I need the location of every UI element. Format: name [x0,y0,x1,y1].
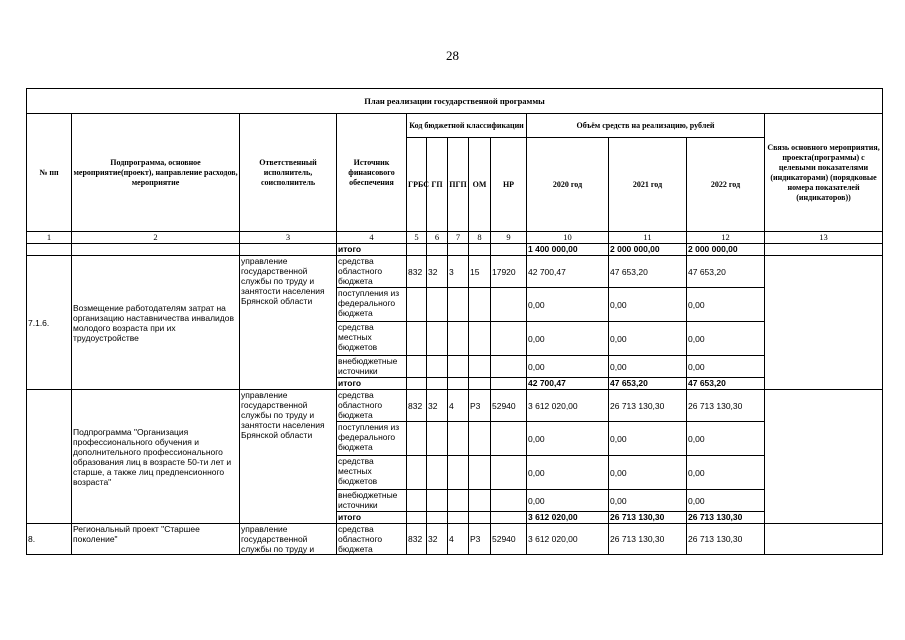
executor: управление государственной службы по труду и [240,524,337,555]
kbk-np [491,490,527,512]
column-number: 12 [687,232,765,244]
kbk-pgp [448,356,469,378]
column-number: 11 [609,232,687,244]
column-number: 5 [407,232,427,244]
column-number: 1 [27,232,72,244]
amount-v2021: 0,00 [609,288,687,322]
kbk-grbs: 832 [407,524,427,555]
indicator-link [765,524,883,555]
empty-cell [491,512,527,524]
total-value: 26 713 130,30 [687,512,765,524]
kbk-gp [427,422,448,456]
column-number: 7 [448,232,469,244]
amount-v2020: 0,00 [527,422,609,456]
empty-cell [427,244,448,256]
amount-v2021: 0,00 [609,456,687,490]
total-value: 47 653,20 [687,378,765,390]
source-row [27,390,883,422]
funding-source: средства местных бюджетов [337,456,407,490]
empty-cell [469,244,491,256]
kbk-gp [427,288,448,322]
measure-name: Подпрограмма "Организация профессионального обучения и дополнительного профессионального образования лиц в возрасте 50-ти лет и старше, а также лиц предпенсионного возраста" [72,390,240,524]
kbk-pgp [448,422,469,456]
kbk-om: P3 [469,390,491,422]
kbk-grbs [407,490,427,512]
funding-source: поступления из федерального бюджета [337,422,407,456]
kbk-om [469,422,491,456]
program-plan-table [26,88,883,555]
amount-v2021: 0,00 [609,322,687,356]
total-label: итого [337,512,407,524]
header-npp: № пп [27,114,72,232]
kbk-grbs [407,322,427,356]
kbk-om [469,456,491,490]
amount-v2022: 26 713 130,30 [687,524,765,555]
header-pgp: ПГП [448,138,469,232]
table-title: План реализации государственной программы [27,89,883,114]
row-number [27,390,72,524]
kbk-om [469,356,491,378]
source-row [27,524,883,555]
executor: управление государственной службы по труду и занятости населения Брянской области [240,390,337,524]
source-row [27,256,883,288]
row-number: 7.1.6. [27,256,72,390]
kbk-om [469,288,491,322]
amount-v2021: 0,00 [609,490,687,512]
funding-source: внебюджетные источники [337,356,407,378]
empty-cell [469,512,491,524]
header-name: Подпрограмма, основное мероприятие(проект), направление расходов, мероприятие [72,114,240,232]
funding-source: поступления из федерального бюджета [337,288,407,322]
header-om: ОМ [469,138,491,232]
kbk-np [491,356,527,378]
amount-v2021: 26 713 130,30 [609,390,687,422]
kbk-np: 17920 [491,256,527,288]
executor: управление государственной службы по труду и занятости населения Брянской области [240,256,337,390]
amount-v2022: 0,00 [687,422,765,456]
amount-v2022: 47 653,20 [687,256,765,288]
kbk-pgp [448,288,469,322]
kbk-np: 52940 [491,524,527,555]
amount-v2020: 3 612 020,00 [527,390,609,422]
measure-name: Региональный проект "Старшее поколение" [72,524,240,555]
kbk-gp [427,490,448,512]
amount-v2022: 0,00 [687,356,765,378]
header-2020: 2020 год [527,138,609,232]
column-number: 10 [527,232,609,244]
kbk-np [491,288,527,322]
kbk-om [469,322,491,356]
empty-cell [240,244,337,256]
total-value: 47 653,20 [609,378,687,390]
column-number: 2 [72,232,240,244]
funding-source: средства областного бюджета [337,256,407,288]
total-value: 2 000 000,00 [687,244,765,256]
header-link: Связь основного мероприятия, проекта(программы) с целевыми показателями (индикаторами) (порядковые номера показателей (индикаторов)) [765,114,883,232]
column-number: 8 [469,232,491,244]
header-executor: Ответственный исполнитель, соисполнитель [240,114,337,232]
header-2021: 2021 год [609,138,687,232]
amount-v2022: 0,00 [687,288,765,322]
kbk-grbs: 832 [407,390,427,422]
amount-v2022: 26 713 130,30 [687,390,765,422]
indicator-link [765,390,883,524]
empty-cell [448,378,469,390]
total-label: итого [337,244,407,256]
amount-v2020: 3 612 020,00 [527,524,609,555]
kbk-pgp: 4 [448,524,469,555]
kbk-gp [427,456,448,490]
kbk-grbs: 832 [407,256,427,288]
total-label: итого [337,378,407,390]
row-number: 8. [27,524,72,555]
kbk-grbs [407,422,427,456]
indicator-link [765,256,883,390]
funding-source: внебюджетные источники [337,490,407,512]
kbk-pgp: 4 [448,390,469,422]
amount-v2021: 0,00 [609,422,687,456]
total-value: 2 000 000,00 [609,244,687,256]
page-number: 28 [446,48,459,63]
funding-source: средства областного бюджета [337,524,407,555]
column-number: 3 [240,232,337,244]
amount-v2021: 0,00 [609,356,687,378]
amount-v2022: 0,00 [687,490,765,512]
empty-cell [427,378,448,390]
funding-source: средства областного бюджета [337,390,407,422]
total-value: 1 400 000,00 [527,244,609,256]
empty-cell [491,378,527,390]
kbk-np [491,322,527,356]
amount-v2021: 47 653,20 [609,256,687,288]
empty-cell [491,244,527,256]
empty-cell [469,378,491,390]
amount-v2020: 42 700,47 [527,256,609,288]
kbk-grbs [407,288,427,322]
empty-cell [448,512,469,524]
header-source: Источник финансового обеспечения [337,114,407,232]
kbk-pgp: 3 [448,256,469,288]
empty-cell [427,512,448,524]
amount-v2021: 26 713 130,30 [609,524,687,555]
header-funds: Объём средств на реализацию, рублей [527,114,765,138]
amount-v2020: 0,00 [527,356,609,378]
header-gp: ГП [427,138,448,232]
kbk-grbs [407,356,427,378]
header-kbk: Код бюджетной классификации [407,114,527,138]
kbk-gp [427,322,448,356]
total-value: 42 700,47 [527,378,609,390]
empty-cell [765,244,883,256]
header-np: НР [491,138,527,232]
amount-v2020: 0,00 [527,490,609,512]
column-number: 9 [491,232,527,244]
total-value: 3 612 020,00 [527,512,609,524]
amount-v2022: 0,00 [687,322,765,356]
amount-v2022: 0,00 [687,456,765,490]
kbk-gp: 32 [427,524,448,555]
amount-v2020: 0,00 [527,288,609,322]
kbk-np [491,456,527,490]
kbk-np [491,422,527,456]
empty-cell [448,244,469,256]
column-number: 4 [337,232,407,244]
column-number: 13 [765,232,883,244]
kbk-np: 52940 [491,390,527,422]
kbk-gp: 32 [427,390,448,422]
kbk-gp [427,356,448,378]
kbk-pgp [448,456,469,490]
kbk-grbs [407,456,427,490]
empty-cell [27,244,72,256]
empty-cell [407,244,427,256]
funding-source: средства местных бюджетов [337,322,407,356]
amount-v2020: 0,00 [527,456,609,490]
empty-cell [72,244,240,256]
empty-cell [407,378,427,390]
header-grbs: ГРБС [407,138,427,232]
column-numbers-row [27,232,883,244]
total-row [27,244,883,256]
total-value: 26 713 130,30 [609,512,687,524]
kbk-pgp [448,322,469,356]
column-number: 6 [427,232,448,244]
kbk-om: 15 [469,256,491,288]
kbk-om: P3 [469,524,491,555]
kbk-om [469,490,491,512]
amount-v2020: 0,00 [527,322,609,356]
header-2022: 2022 год [687,138,765,232]
kbk-gp: 32 [427,256,448,288]
empty-cell [407,512,427,524]
measure-name: Возмещение работодателям затрат на организацию наставничества инвалидов молодого возраста при их трудоустройстве [72,256,240,390]
kbk-pgp [448,490,469,512]
